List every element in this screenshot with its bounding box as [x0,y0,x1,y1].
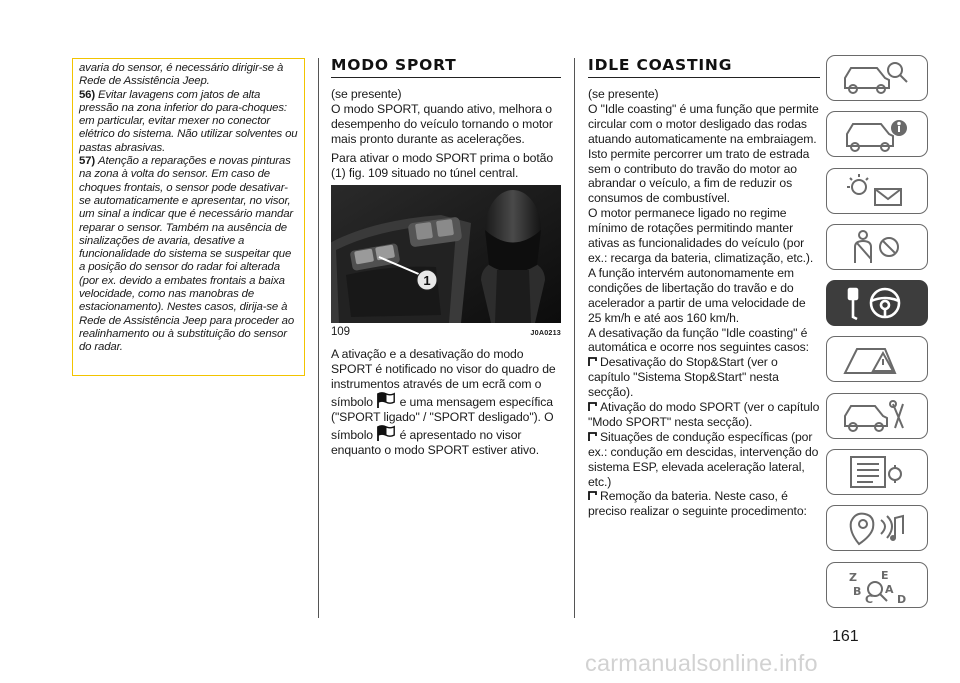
column-divider-right [574,58,575,618]
sport-flag-icon [376,425,396,443]
notification-text-a: A ativação e a desativação do modo SPORT é notificado no visor do quadro de instrumentos através de um ecrã com o símbolo [331,347,556,410]
multimedia-icon [837,508,917,548]
road-warning-icon [837,339,917,379]
key-steering-wheel-icon [837,283,917,323]
tab-emergency[interactable] [826,336,928,382]
bullet-icon [588,356,597,367]
tab-getting-to-know-vehicle[interactable] [826,55,928,101]
idle-coasting-description: O "Idle coasting" é uma função que permite circular com o motor desligado das rodas atuando automaticamente na embraiagem. Isto permite percorrer um trato de estrada sem o contributo do travão do motor ao abrandar o veículo, a fim de reduzir os consumos de combustível. [588,101,819,206]
list-item-text: Situações de condução específicas (por ex.: condução em descidas, intervenção do sistema ESP, elevada aceleração lateral, etc.) [588,429,819,489]
footer-watermark: carmanualsonline.info [585,650,818,676]
svg-text:Z: Z [849,570,857,584]
note-intro: avaria do sensor, é necessário dirigir-se à Rede de Assistência Jeep. [79,62,284,88]
svg-text:B: B [853,584,862,598]
seatbelt-airbag-icon [837,227,917,267]
modo-sport-presence: (se presente) [331,87,402,101]
page-number: 161 [832,628,859,645]
figure-number: 109 [331,326,350,339]
list-item-text: Remoção da bateria. Neste caso, é preciso realizar o seguinte procedimento: [588,489,807,519]
notification-text-c: é apresentado no visor enquanto o modo SPORT estiver ativo. [331,427,539,457]
list-item [588,355,820,400]
alphabetical-index-icon [837,565,917,605]
list-item-text: Desativação do Stop&Start (ver o capítulo "Sistema Stop&Start" nesta secção). [588,355,779,400]
idle-coasting-engine: O motor permanece ligado no regime mínimo de rotações permitindo manter ativas as funcionalidades do veículo (por ex.: recarga da bateria, climatização, etc.). [588,206,814,265]
note-57-text: Atenção a reparações e novas pinturas na zona à volta do sensor. Em caso de choques frontais, o sensor pode desativar-se automaticamente e apresentar, no visor, um sinal a indicar que é necessário mandar reparar o sensor. Também na ausência de sinalizações de avaria, desative a funcionalidade do sistema se suspeitar que a posição do sensor do radar foi alterada (por ex. devido a embates frontais a baixa velocidade, como nas manobras de estacionamento). Nestes casos, dirija-se à Rede de Assistência Jeep para proceder ao realinhamento ou à substituição do sensor do radar. [79,155,295,354]
svg-text:D: D [897,592,907,605]
notes-box [72,58,305,376]
bullet-icon [588,401,597,412]
idle-coasting-deactivation: A desativação da função "Idle coasting" é automática e ocorre nos seguintes casos: [588,325,809,355]
figure-caption [331,325,561,341]
svg-text:E: E [881,568,889,582]
tab-starting-driving[interactable] [826,280,928,326]
tab-servicing-care[interactable] [826,393,928,439]
figure-callout: 1 [423,273,431,289]
note-56 [79,89,299,155]
technical-data-icon [837,452,917,492]
bullet-icon [588,490,597,501]
tab-multimedia[interactable] [826,505,928,551]
modo-sport-description: O modo SPORT, quando ativo, melhora o desempenho do veículo tornando o motor mais pronto durante as acelerações. [331,101,553,146]
tab-warning-lights[interactable] [826,168,928,214]
note-57-label: 57) [79,155,96,168]
idle-coasting-presence: (se presente) [588,87,659,101]
modo-sport-notification [331,347,561,458]
modo-sport-section [331,58,561,458]
idle-coasting-title: IDLE COASTING [588,58,820,78]
notification-text-b: e uma mensagem específica ("SPORT ligado" / "SPORT desligado"). O símbolo [331,395,554,442]
deactivation-list [588,355,820,519]
list-item-text: Ativação do modo SPORT (ver o capítulo "Modo SPORT" nesta secção). [588,400,820,429]
car-search-icon [837,58,917,98]
svg-text:C: C [865,592,874,605]
note-56-text: Evitar lavagens com jatos de alta pressão na zona inferior do para-choques: em particular, evitar mexer no conector elétrico do sistema. Não utilizar solventes ou pastas abrasivas. [79,88,298,154]
car-info-icon [837,114,917,154]
note-57 [79,155,299,354]
tab-safety[interactable] [826,224,928,270]
list-item [588,430,820,490]
sport-flag-icon [376,392,396,410]
list-item [588,400,820,430]
idle-coasting-conditions: A função intervém autonomamente em condições de libertação do travão e do acelerador a partir de uma velocidade de 25 km/h e até aos 160 km/h. [588,265,806,325]
modo-sport-activation: Para ativar o modo SPORT prima o botão (1) fig. 109 situado no túnel central. [331,150,554,180]
car-tools-icon [837,396,917,436]
modo-sport-title: MODO SPORT [331,58,561,78]
tab-index[interactable] [826,562,928,608]
column-divider-left [318,58,319,618]
warning-lights-mail-icon [837,171,917,211]
sport-button-photo [331,185,561,323]
list-item [588,489,820,519]
svg-text:A: A [885,582,894,596]
figure-code: J0A0213 [530,328,561,338]
bullet-icon [588,431,597,442]
tab-technical-data[interactable] [826,449,928,495]
note-56-label: 56) [79,88,96,101]
idle-coasting-section [588,58,820,519]
tab-instrument-panel[interactable] [826,111,928,157]
chapter-tabs [826,55,928,618]
